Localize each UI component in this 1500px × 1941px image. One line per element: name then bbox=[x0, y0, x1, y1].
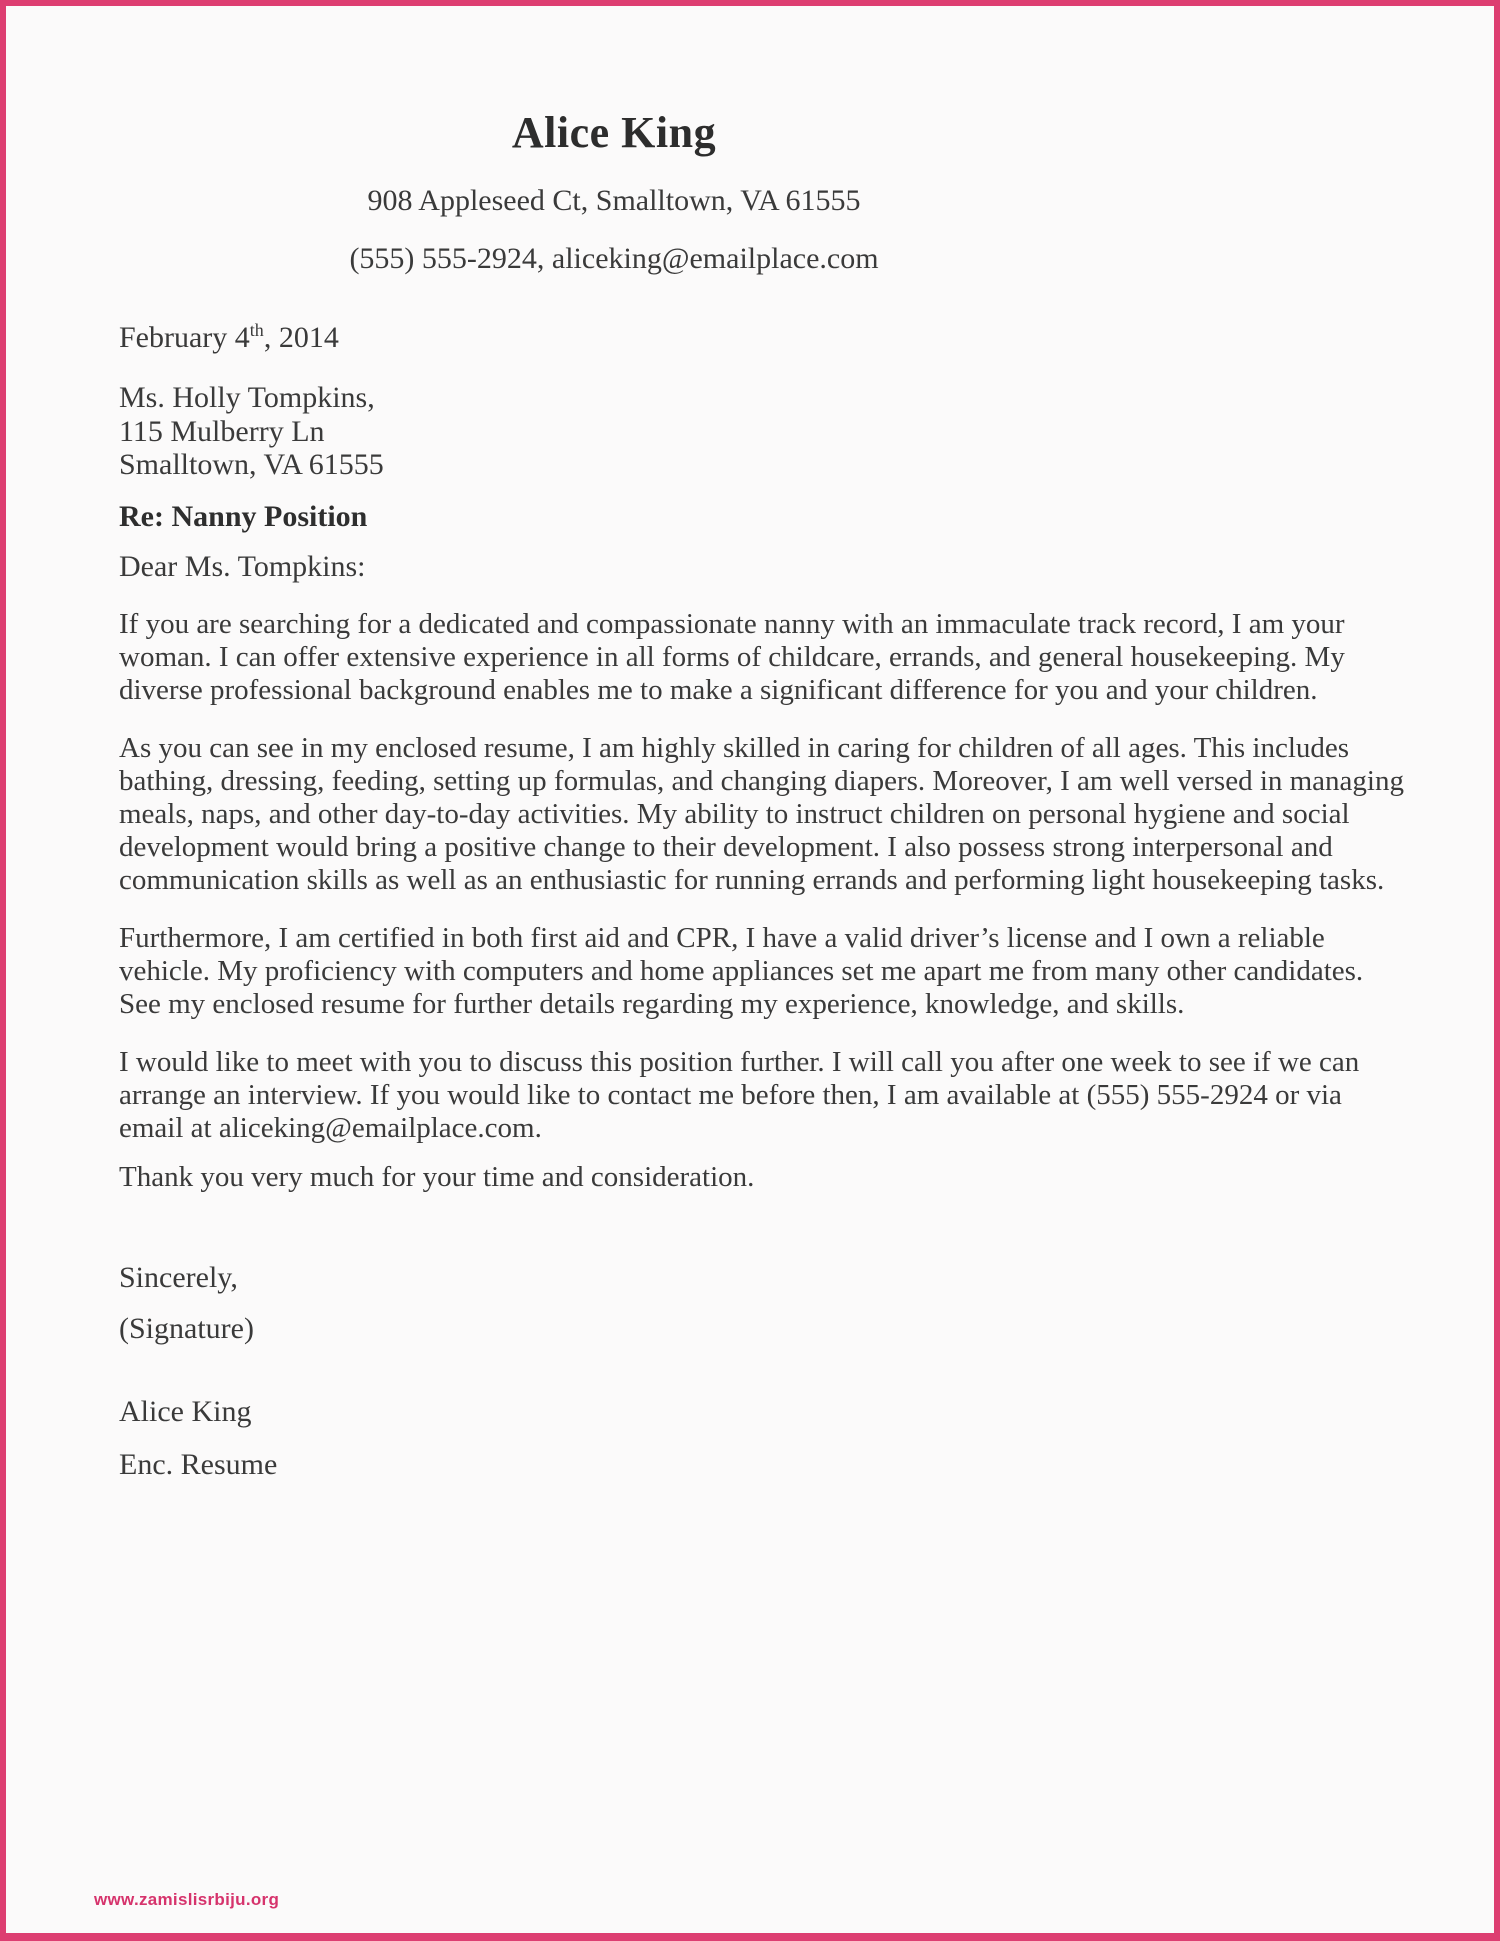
sender-contact: (555) 555-2924, aliceking@emailplace.com bbox=[349, 242, 879, 275]
closing-block bbox=[119, 1261, 1394, 1481]
body-paragraph-thanks: Thank you very much for your time and consideration. bbox=[119, 1160, 755, 1193]
recipient-name-line: Ms. Holly Tompkins, bbox=[119, 381, 375, 414]
letter-content bbox=[6, 110, 1494, 1481]
date-suffix: , 2014 bbox=[263, 321, 339, 354]
body-paragraph-3: Furthermore, I am certified in both first aid and CPR, I have a valid driver’s license and I own a reliable vehicle. My proficiency with computers and home appliances set me apart me from many other candidates. See my enclosed resume for further details regarding my experience, knowledge, and skills. bbox=[119, 921, 1364, 1020]
body-paragraph-1: If you are searching for a dedicated and compassionate nanny with an immaculate track record, I am your woman. I can offer extensive experience in all forms of childcare, errands, and general housekeeping. My diverse professional background enables me to make a significant difference for you and your children. bbox=[119, 607, 1345, 706]
recipient-address bbox=[119, 381, 1394, 482]
sender-name: Alice King bbox=[511, 108, 717, 157]
body-paragraph-2: As you can see in my enclosed resume, I am highly skilled in caring for children of all ages. This includes bathing, dressing, feeding, setting up formulas, and changing diapers. Moreover, I am well versed in managing meals, naps, and other day-to-day activities. My ability to instruct children on personal hygiene and social development would bring a positive change to their development. I also possess strong interpersonal and communication skills as well as an enthusiastic for running errands and performing light housekeeping tasks. bbox=[119, 731, 1404, 896]
closing-name: Alice King bbox=[119, 1394, 252, 1428]
enclosure-note: Enc. Resume bbox=[119, 1447, 278, 1481]
sender-address: 908 Appleseed Ct, Smalltown, VA 61555 bbox=[367, 184, 861, 217]
recipient-city-line: Smalltown, VA 61555 bbox=[119, 448, 384, 481]
recipient-street-line: 115 Mulberry Ln bbox=[119, 414, 325, 448]
salutation: Dear Ms. Tompkins: bbox=[119, 549, 366, 583]
subject-line: Re: Nanny Position bbox=[119, 499, 368, 533]
date-ordinal-superscript: th bbox=[249, 320, 264, 340]
date-line bbox=[119, 321, 1394, 355]
date-prefix: February 4 bbox=[119, 321, 250, 354]
letter-header bbox=[119, 110, 1109, 275]
signature-placeholder: (Signature) bbox=[119, 1311, 254, 1345]
closing-sincerely: Sincerely, bbox=[119, 1260, 238, 1294]
footer-website-link[interactable]: www.zamislisrbiju.org bbox=[94, 1890, 280, 1909]
body-paragraph-4: I would like to meet with you to discuss this position further. I will call you after one week to see if we can arrange an interview. If you would like to contact me before then, I am available at (555) 555-2924 or via email at aliceking@emailplace.com. bbox=[119, 1045, 1360, 1144]
